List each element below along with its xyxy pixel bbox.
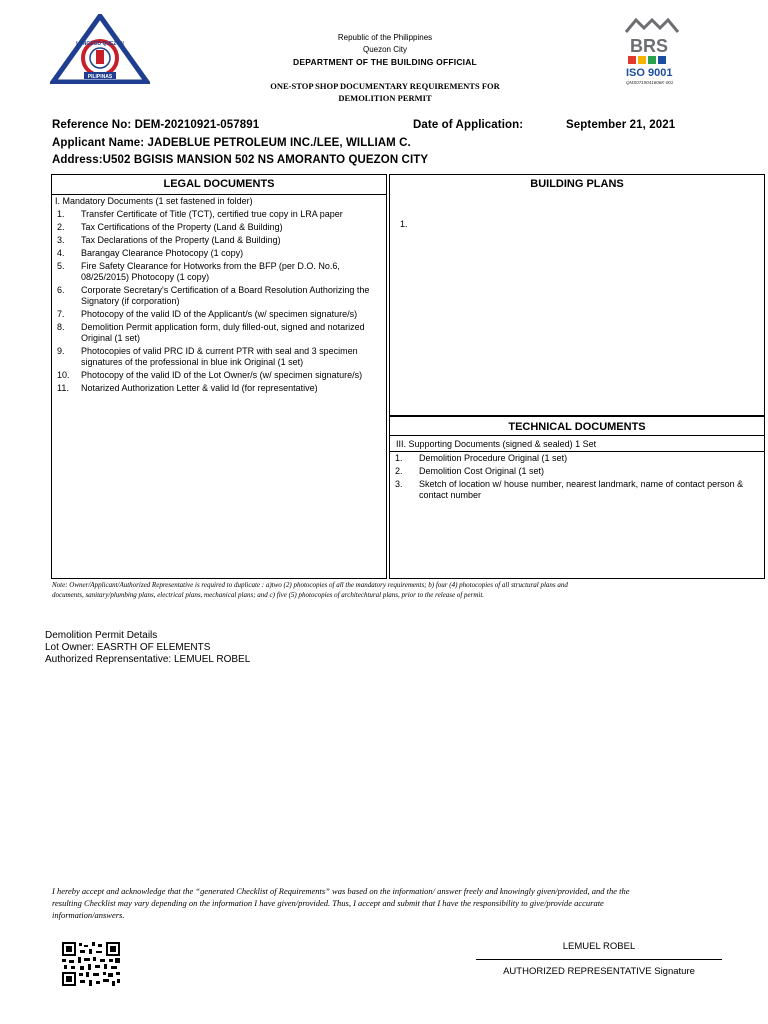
list-item [52, 285, 384, 307]
item-number: 5. [57, 261, 65, 271]
item-text: Photocopy of the valid ID of the Applicant/s (w/ specimen signature/s) [81, 309, 358, 319]
document-title-line1: ONE-STOP SHOP DOCUMENTARY REQUIREMENTS FOR [270, 81, 500, 91]
item-text: Demolition Permit application form, duly filled-out, signed and notarized Original (1 set) [81, 322, 365, 343]
item-number: 9. [57, 346, 65, 356]
item-number: 2. [57, 222, 65, 232]
applicant-name: JADEBLUE PETROLEUM INC./LEE, WILLIAM C. [147, 137, 411, 149]
list-item [52, 209, 384, 220]
item-number: 1. [400, 219, 408, 229]
address-row [52, 154, 428, 166]
building-plans-section [389, 174, 765, 416]
quezon-city-seal-logo [50, 14, 150, 84]
item-number: 6. [57, 285, 65, 295]
qr-code [62, 942, 120, 986]
building-plans-title: BUILDING PLANS [530, 178, 624, 190]
item-number: 8. [57, 322, 65, 332]
list-item [52, 322, 384, 344]
item-text: Tax Certifications of the Property (Land & Building) [81, 222, 283, 232]
list-item [390, 453, 762, 464]
legal-documents-section [51, 174, 387, 579]
list-item [52, 370, 384, 381]
iso-certification-logo [622, 18, 700, 88]
signatory-name: LEMUEL ROBEL [562, 941, 636, 952]
item-number: 2. [395, 466, 403, 476]
item-text: Tax Declarations of the Property (Land & Building) [81, 235, 281, 245]
applicant-label: Applicant Name: [52, 137, 145, 149]
item-text: Corporate Secretary's Certification of a Board Resolution Authorizing the Signatory (if corporation) [81, 285, 370, 306]
list-item [52, 309, 384, 320]
item-number: 3. [395, 479, 403, 489]
country-line: Republic of the Philippines [337, 33, 433, 42]
item-text: Demolition Cost Original (1 set) [419, 466, 545, 476]
list-item [52, 222, 384, 233]
list-item [390, 466, 762, 477]
reference-label: Reference No: [52, 119, 132, 131]
permit-details-title: Demolition Permit Details [45, 630, 158, 641]
item-number: 10. [57, 370, 70, 380]
authorized-representative-line: Authorized Reprensentative: LEMUEL ROBEL [45, 654, 251, 665]
building-plans-list [395, 219, 755, 229]
document-title-line2: DEMOLITION PERMIT [338, 93, 432, 103]
item-text: Transfer Certificate of Title (TCT), certified true copy in LRA paper [81, 209, 343, 219]
list-item [52, 248, 384, 259]
item-text: Demolition Procedure Original (1 set) [419, 453, 568, 463]
address-label: Address: [52, 154, 103, 166]
duplicate-requirements-note: Note: Owner/Applicant/Authorized Representative is required to duplicate : a)two (2) photocopies of all the mandatory requirements; b) four (4) photocopies of all structural plans and documents, sanitary/plumbing plans, electrical plans, mechanical plans; and c) five (5) photocopies of architechtural plans, prior to the release of permit. [52, 581, 568, 599]
item-number: 3. [57, 235, 65, 245]
cert-code-text: QMS0719041606K-001 [626, 80, 674, 85]
legal-documents-title: LEGAL DOCUMENTS [163, 178, 275, 190]
seal-top-text: LUNGSOD QUEZON [76, 41, 124, 47]
item-text: Photocopies of valid PRC ID & current PTR with seal and 3 specimen signatures of the professional in blue ink Original (1 set) [81, 346, 358, 367]
item-number: 11. [57, 383, 69, 393]
list-item [52, 383, 384, 394]
office-line: DEPARTMENT OF THE BUILDING OFFICIAL [293, 57, 477, 67]
seal-bottom-text: PILIPINAS [87, 74, 113, 80]
item-number: 4. [57, 248, 65, 258]
item-text: Barangay Clearance Photocopy (1 copy) [81, 248, 244, 258]
date-label: Date of Application: [413, 119, 524, 131]
legal-documents-list [52, 209, 384, 396]
signature-label: AUTHORIZED REPRESENTATIVE Signature [503, 966, 695, 977]
item-number: 7. [57, 309, 65, 319]
list-item [52, 235, 384, 246]
technical-documents-section [389, 416, 765, 579]
brs-brand-text: BRS [630, 36, 669, 56]
item-text: Fire Safety Clearance for Hotworks from the BFP (per D.O. No.6, 08/25/2015) Photocopy (1 copy) [81, 261, 340, 282]
applicant-row [52, 137, 411, 149]
address-value: U502 BGISIS MANSION 502 NS AMORANTO QUEZON CITY [102, 154, 429, 166]
reference-number: DEM-20210921-057891 [134, 119, 260, 131]
item-text: Sketch of location w/ house number, nearest landmark, name of contact person & contact number [419, 479, 744, 500]
item-text: Notarized Authorization Letter & valid Id (for representative) [81, 383, 318, 393]
lot-owner-line: Lot Owner: EASRTH OF ELEMENTS [45, 642, 211, 653]
reference-row [52, 119, 259, 131]
item-number: 1. [395, 453, 403, 463]
list-item [390, 479, 762, 501]
technical-documents-list [390, 453, 762, 503]
list-item [52, 261, 384, 283]
supporting-documents-subtitle: III. Supporting Documents (signed & sealed) 1 Set [396, 439, 597, 449]
technical-documents-title: TECHNICAL DOCUMENTS [508, 421, 646, 433]
mandatory-documents-subtitle: I. Mandatory Documents (1 set fastened in folder) [55, 196, 253, 206]
city-line: Quezon City [362, 45, 408, 54]
application-date: September 21, 2021 [566, 119, 676, 131]
item-text: Photocopy of the valid ID of the Lot Owner/s (w/ specimen signature/s) [81, 370, 363, 380]
iso-text: ISO 9001 [626, 67, 673, 79]
item-number: 1. [57, 209, 65, 219]
signature-line [476, 959, 722, 960]
list-item [52, 346, 384, 368]
acknowledgement-statement: I hereby accept and acknowledge that the “generated Checklist of Requirements” was based on the information/ answer freely and knowingly given/provided, and the the resulting Checklist may vary depending on the information I have given/provided. Thus, I accept and submit that I have the responsibility to give/provide accurate information/answers. [52, 886, 630, 920]
